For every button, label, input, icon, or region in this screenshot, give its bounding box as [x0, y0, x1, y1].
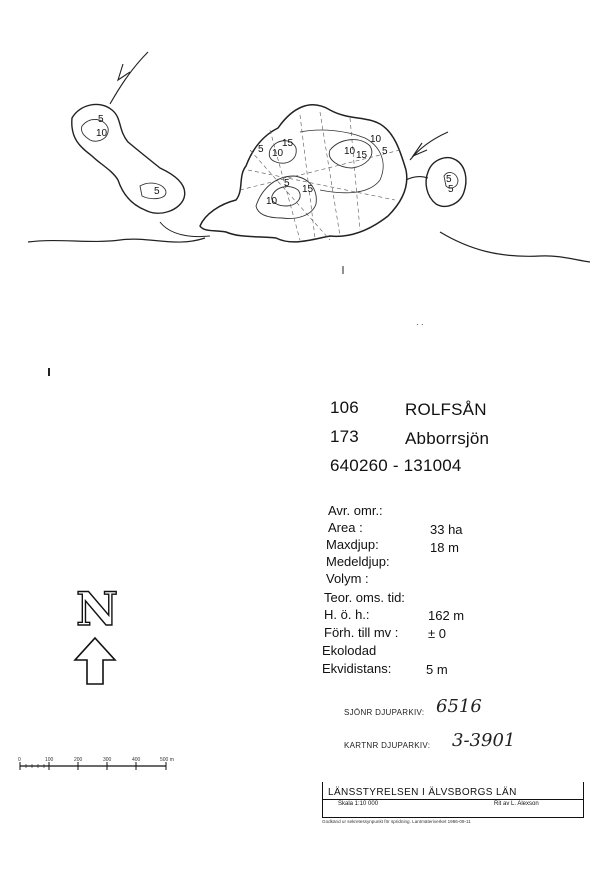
lake-number: 173	[330, 427, 359, 446]
field-value: 18 m	[430, 540, 459, 555]
title-box	[322, 782, 584, 818]
depth-label: 15	[302, 184, 314, 195]
depth-label: 10	[272, 148, 284, 159]
depth-label: 5	[154, 186, 160, 197]
stray-mark: · ·	[416, 320, 424, 329]
field-label: Volym :	[326, 571, 369, 586]
river-name: ROLFSÅN	[405, 400, 487, 419]
map-scale: Skala 1:10 000	[338, 801, 379, 807]
field-label: Teor. oms. tid:	[324, 590, 405, 605]
depth-label: 5	[382, 146, 388, 157]
field-value: 162 m	[428, 608, 465, 623]
field-label: Avr. omr.:	[328, 503, 383, 518]
field-label: Ekvidistans:	[322, 661, 392, 676]
field-value: 5 m	[426, 662, 448, 677]
field-label: H. ö. h.:	[324, 607, 370, 622]
approval-footnote: Godkänd ur sekretessynpunkt för spridning. Lantmäteriverket 1986-09-11	[322, 819, 471, 824]
field-value: 33 ha	[430, 522, 463, 537]
depth-label: 5	[258, 144, 264, 155]
authority-name: LÄNSSTYRELSEN I ÄLVSBORGS LÄN	[328, 787, 517, 798]
lake-shore-main	[200, 105, 407, 242]
scale-tick-label: 100	[45, 757, 54, 763]
scale-tick-label: 0	[18, 757, 21, 763]
inlet-arrow-nw	[110, 52, 148, 104]
depth-label: 15	[356, 150, 368, 161]
depth-label: 10	[96, 128, 108, 139]
kartnr-label: KARTNR DJUPARKIV:	[344, 741, 431, 750]
field-label: Ekolodad	[322, 643, 377, 658]
scale-tick-label: 400	[132, 757, 141, 763]
drawn-by: Rit av L. Alexson	[494, 801, 539, 807]
coordinates: 640260 - 131004	[330, 456, 462, 475]
depth-label: 10	[344, 146, 356, 157]
north-arrow-icon	[70, 636, 120, 688]
depth-label: 10	[370, 134, 382, 145]
field-label: Maxdjup:	[326, 537, 379, 552]
depth-label: 5	[446, 174, 452, 185]
depth-label: 15	[282, 138, 294, 149]
field-label: Area :	[328, 520, 363, 535]
north-letter: N	[76, 582, 119, 636]
sjonr-label: SJÖNR DJUPARKIV:	[344, 708, 425, 717]
river-number: 106	[330, 398, 359, 417]
scale-tick-label: 300	[103, 757, 112, 763]
inlet-arrow-ne	[410, 132, 448, 160]
lake-contour-map	[0, 0, 600, 300]
field-label: Medeldjup:	[326, 554, 390, 569]
field-label: Förh. till mv :	[324, 625, 399, 640]
scale-tick-label: 500 m	[160, 757, 174, 763]
depth-label: 5	[98, 114, 104, 125]
stray-mark	[48, 368, 50, 376]
depth-label: 10	[266, 196, 278, 207]
depth-label: 5	[448, 184, 454, 195]
kartnr-value: 3-3901	[452, 730, 516, 751]
lake-name: Abborrsjön	[405, 429, 490, 448]
sjonr-value: 6516	[436, 696, 482, 717]
scale-tick-label: 200	[74, 757, 83, 763]
field-value: ± 0	[428, 626, 446, 641]
depth-label: 5	[284, 178, 290, 189]
